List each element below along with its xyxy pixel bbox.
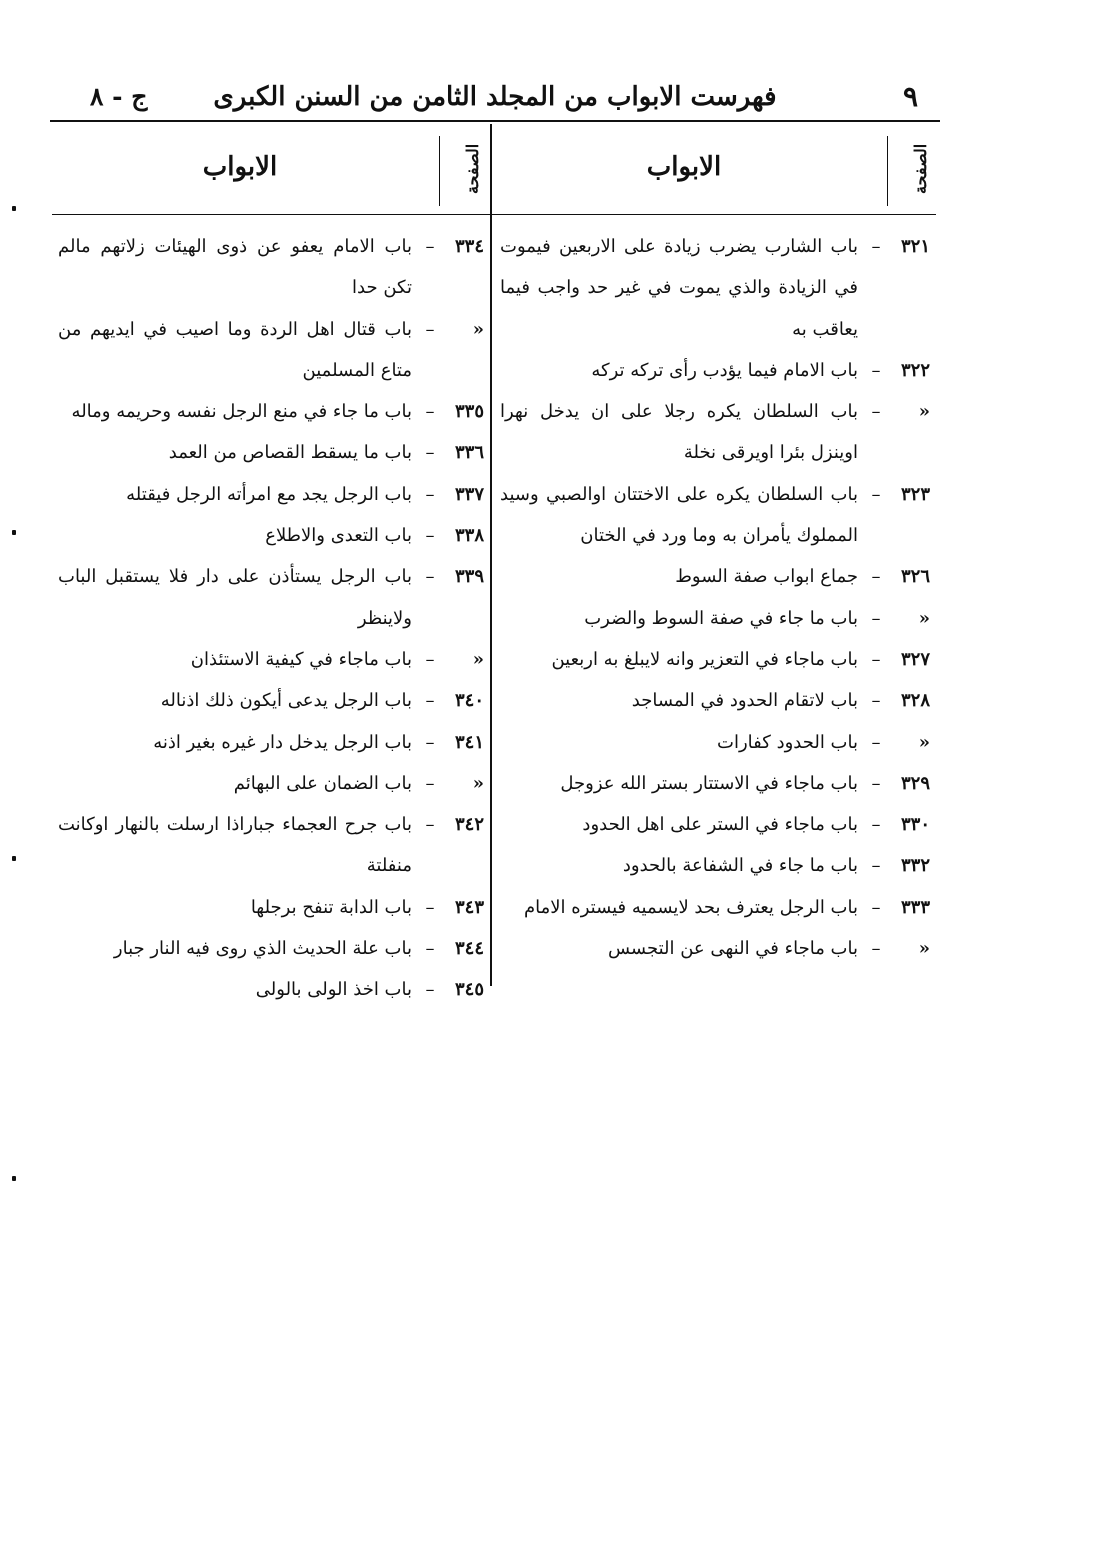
entry-dash: – bbox=[425, 401, 435, 423]
entry-title: باب الرجل يجد مع امرأته الرجل فيقتله bbox=[126, 483, 412, 505]
entry-title: باب ما جاء في صفة السوط والضرب bbox=[584, 607, 858, 629]
entry-dash: – bbox=[871, 566, 881, 588]
entry-page-number: « bbox=[918, 938, 930, 960]
entry-page-number: ٣٣٥ bbox=[454, 401, 484, 423]
toc-entry bbox=[58, 639, 484, 680]
entry-page-number: « bbox=[472, 318, 484, 340]
toc-entry bbox=[58, 928, 484, 969]
entry-page-number: ٣٤١ bbox=[454, 731, 484, 753]
margin-mark bbox=[12, 1176, 16, 1181]
toc-entry bbox=[500, 226, 930, 350]
entry-page-number: ٣٣٧ bbox=[454, 483, 484, 505]
entry-title: باب الشارب يضرب زيادة على الاربعين فيموت في الزيادة والذي يموت في غير حد واجب فيما يعاقب به bbox=[500, 236, 858, 340]
entry-title: باب التعدى والاطلاع bbox=[265, 525, 412, 547]
entry-dash: – bbox=[425, 318, 435, 340]
entry-page-number: ٣٤٤ bbox=[454, 938, 484, 960]
entry-dash: – bbox=[425, 442, 435, 464]
toc-entry bbox=[58, 722, 484, 763]
entry-title: باب اخذ الولى بالولى bbox=[255, 979, 412, 1001]
entry-page-number: ٣٤٢ bbox=[454, 814, 484, 836]
page-column-label: الصفحة bbox=[911, 144, 930, 195]
entry-page-number: ٣٢٨ bbox=[900, 690, 930, 712]
toc-entry bbox=[500, 474, 930, 557]
entry-title: باب ما يسقط القصاص من العمد bbox=[168, 442, 412, 464]
column-header-divider bbox=[887, 136, 888, 206]
page-column-label: الصفحة bbox=[463, 144, 482, 195]
entry-page-number: ٣٣٨ bbox=[454, 525, 484, 547]
entry-title: باب الدابة تنفح برجلها bbox=[250, 896, 412, 918]
right-column-entries bbox=[500, 226, 930, 969]
toc-entry bbox=[500, 350, 930, 391]
entry-page-number: ٣٤٣ bbox=[454, 896, 484, 918]
entry-dash: – bbox=[871, 401, 881, 423]
entry-dash: – bbox=[871, 896, 881, 918]
entry-title: باب الامام يعفو عن ذوى الهيئات زلاتهم مالم تكن حدا bbox=[58, 236, 412, 299]
entry-title: باب السلطان يكره على الاختتان اوالصبي وسيد المملوك يأمران به وما ورد في الختان bbox=[500, 483, 858, 547]
entry-dash: – bbox=[871, 814, 881, 836]
toc-entry bbox=[58, 763, 484, 804]
toc-entry bbox=[500, 680, 930, 721]
entry-title: باب جرح العجماء جباراذا ارسلت بالنهار اوكانت منفلتة bbox=[58, 814, 412, 877]
entry-page-number: « bbox=[918, 731, 930, 753]
entry-page-number: « bbox=[472, 648, 484, 670]
entry-page-number: ٣٤٥ bbox=[454, 979, 484, 1001]
entry-title: باب الرجل يستأذن على دار فلا يستقبل الباب ولاينظر bbox=[58, 566, 412, 629]
entry-page-number: ٣٢٧ bbox=[900, 648, 930, 670]
entry-title: باب لاتقام الحدود في المساجد bbox=[631, 690, 858, 712]
entry-dash: – bbox=[871, 236, 881, 257]
entry-dash: – bbox=[871, 359, 881, 381]
toc-entry bbox=[58, 309, 484, 392]
entry-page-number: ٣٣٣ bbox=[900, 896, 930, 918]
entry-page-number: ٣٣٤ bbox=[454, 236, 484, 257]
entry-dash: – bbox=[425, 896, 435, 918]
entry-title: باب الضمان على البهائم bbox=[233, 772, 412, 794]
toc-entry bbox=[58, 391, 484, 432]
entry-title: باب ماجاء في التعزير وانه لايبلغ به اربعين bbox=[551, 648, 858, 670]
entry-dash: – bbox=[425, 566, 435, 588]
toc-entry bbox=[500, 763, 930, 804]
toc-entry bbox=[58, 432, 484, 473]
toc-entry bbox=[58, 969, 484, 1010]
entry-dash: – bbox=[425, 731, 435, 753]
entry-dash: – bbox=[425, 648, 435, 670]
entry-dash: – bbox=[425, 236, 435, 257]
chapters-column-label: الابواب bbox=[646, 152, 722, 182]
entry-page-number: « bbox=[918, 401, 930, 423]
entry-dash: – bbox=[425, 814, 435, 836]
entry-page-number: ٣٣٩ bbox=[454, 566, 484, 588]
entry-page-number: ٣٤٠ bbox=[454, 690, 484, 712]
header-rule bbox=[50, 120, 940, 122]
entry-title: باب ما جاء في منع الرجل نفسه وحريمه وماله bbox=[71, 401, 412, 423]
entry-title: باب ما جاء في الشفاعة بالحدود bbox=[622, 855, 858, 877]
entry-title: باب السلطان يكره رجلا على ان يدخل نهرا اوينزل بئرا اويرقى نخلة bbox=[500, 401, 858, 464]
entry-page-number: ٣٢٣ bbox=[900, 483, 930, 505]
toc-entry bbox=[500, 722, 930, 763]
toc-entry bbox=[500, 804, 930, 845]
column-divider bbox=[490, 124, 492, 986]
entry-title: باب الرجل يدعى أيكون ذلك اذناله bbox=[160, 690, 412, 712]
entry-title: باب ماجاء في الستر على اهل الحدود bbox=[582, 814, 858, 836]
entry-dash: – bbox=[871, 855, 881, 877]
entry-dash: – bbox=[871, 772, 881, 794]
toc-entry bbox=[58, 804, 484, 887]
entry-title: باب ماجاء في الاستتار بستر الله عزوجل bbox=[560, 772, 858, 794]
entry-title: باب الرجل يدخل دار غيره بغير اذنه bbox=[153, 731, 412, 753]
entry-page-number: ٣٢٩ bbox=[900, 772, 930, 794]
entry-title: جماع ابواب صفة السوط bbox=[675, 566, 858, 588]
entry-title: باب قتال اهل الردة وما اصيب في ايديهم من متاع المسلمين bbox=[58, 318, 412, 381]
entry-dash: – bbox=[871, 483, 881, 505]
toc-entry bbox=[500, 887, 930, 928]
entry-page-number: ٣٢١ bbox=[900, 236, 930, 257]
toc-entry bbox=[58, 556, 484, 639]
margin-mark bbox=[12, 206, 16, 211]
entry-title: باب ماجاء في النهى عن التجسس bbox=[607, 938, 858, 960]
margin-mark bbox=[12, 530, 16, 535]
entry-title: باب الرجل يعترف بحد لايسميه فيستره الامام bbox=[524, 896, 858, 918]
toc-entry bbox=[58, 887, 484, 928]
column-header-divider bbox=[439, 136, 440, 206]
entry-page-number: ٣٢٦ bbox=[900, 566, 930, 588]
right-column-header bbox=[492, 130, 936, 208]
entry-title: باب الحدود كفارات bbox=[717, 731, 858, 753]
left-column-entries bbox=[58, 226, 484, 1011]
entry-dash: – bbox=[425, 483, 435, 505]
entry-dash: – bbox=[871, 690, 881, 712]
margin-mark bbox=[12, 856, 16, 861]
page-title: فهرست الابواب من المجلد الثامن من السنن الكبرى bbox=[213, 82, 777, 112]
toc-entry bbox=[58, 226, 484, 309]
toc-entry bbox=[500, 598, 930, 639]
entry-dash: – bbox=[425, 690, 435, 712]
entry-page-number: « bbox=[918, 607, 930, 629]
page-header bbox=[50, 78, 940, 120]
entry-page-number: ٣٣٦ bbox=[454, 442, 484, 464]
entry-page-number: ٣٣٢ bbox=[900, 855, 930, 877]
toc-entry bbox=[500, 639, 930, 680]
entry-dash: – bbox=[425, 979, 435, 1001]
toc-entry bbox=[58, 515, 484, 556]
left-column-header bbox=[52, 130, 488, 208]
entry-dash: – bbox=[425, 525, 435, 547]
entry-dash: – bbox=[871, 731, 881, 753]
entry-title: باب الامام فيما يؤدب رأى تركه تركه bbox=[591, 359, 858, 381]
page-number: ٩ bbox=[902, 80, 918, 113]
chapters-column-label: الابواب bbox=[202, 152, 278, 182]
entry-dash: – bbox=[871, 648, 881, 670]
toc-entry bbox=[500, 928, 930, 969]
entry-dash: – bbox=[871, 938, 881, 960]
entry-page-number: « bbox=[472, 772, 484, 794]
entry-dash: – bbox=[425, 938, 435, 960]
column-header-rule bbox=[52, 214, 936, 215]
entry-page-number: ٣٢٢ bbox=[900, 359, 930, 381]
toc-entry bbox=[58, 474, 484, 515]
volume-label: ج - ٨ bbox=[90, 82, 148, 111]
toc-entry bbox=[58, 680, 484, 721]
toc-entry bbox=[500, 556, 930, 597]
entry-dash: – bbox=[425, 772, 435, 794]
entry-title: باب علة الحديث الذي روى فيه النار جبار bbox=[113, 938, 412, 960]
entry-page-number: ٣٣٠ bbox=[900, 814, 930, 836]
entry-title: باب ماجاء في كيفية الاستئذان bbox=[190, 648, 412, 670]
toc-entry bbox=[500, 391, 930, 474]
entry-dash: – bbox=[871, 607, 881, 629]
toc-entry bbox=[500, 845, 930, 886]
